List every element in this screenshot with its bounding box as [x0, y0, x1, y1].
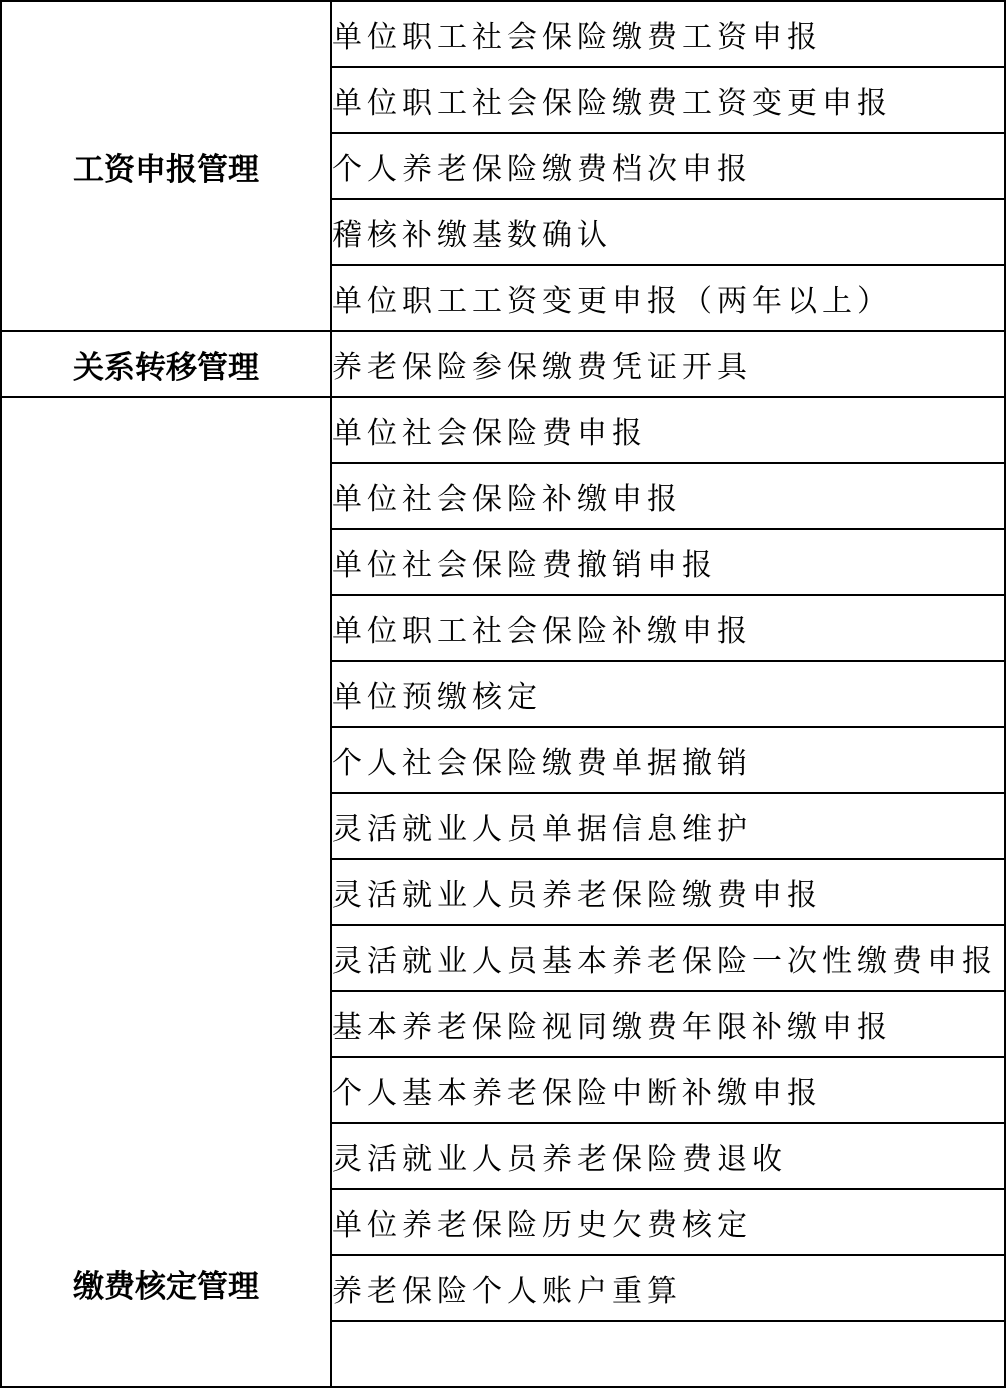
service-item-label: 单位职工工资变更申报（两年以上）	[332, 284, 892, 319]
table-row	[1, 331, 1005, 397]
service-item-label: 单位社会保险费撤销申报	[332, 548, 717, 583]
service-item[interactable]	[331, 793, 1005, 859]
service-item[interactable]	[331, 1321, 1005, 1387]
table-row	[1, 397, 1005, 463]
service-item-label: 灵活就业人员基本养老保险一次性缴费申报	[332, 944, 997, 979]
table-row	[1, 1, 1005, 67]
service-item[interactable]	[331, 661, 1005, 727]
service-item[interactable]	[331, 397, 1005, 463]
service-item[interactable]	[331, 133, 1005, 199]
service-item-label: 养老保险个人账户重算	[332, 1274, 682, 1309]
service-item-label: 基本养老保险视同缴费年限补缴申报	[332, 1010, 892, 1045]
category-cell: 工资申报管理	[1, 1, 331, 331]
service-item-label: 个人养老保险缴费档次申报	[332, 152, 752, 187]
category-cell: 缴费核定管理	[1, 397, 331, 1387]
service-item[interactable]	[331, 199, 1005, 265]
service-item[interactable]	[331, 463, 1005, 529]
service-item-label: 单位社会保险费申报	[332, 416, 647, 451]
service-item-label: 单位养老保险历史欠费核定	[332, 1208, 752, 1243]
service-item-label: 灵活就业人员养老保险缴费申报	[332, 878, 822, 913]
service-item-label: 单位职工社会保险补缴申报	[332, 614, 752, 649]
service-item[interactable]	[331, 1189, 1005, 1255]
service-item-label: 灵活就业人员单据信息维护	[332, 812, 752, 847]
service-item[interactable]	[331, 727, 1005, 793]
service-item[interactable]	[331, 529, 1005, 595]
service-item[interactable]	[331, 991, 1005, 1057]
service-item[interactable]	[331, 859, 1005, 925]
service-item-label: 养老保险参保缴费凭证开具	[332, 350, 752, 385]
service-item-label: 个人社会保险缴费单据撤销	[332, 746, 752, 781]
service-item[interactable]	[331, 1255, 1005, 1321]
service-item[interactable]	[331, 925, 1005, 991]
service-item-label: 单位职工社会保险缴费工资申报	[332, 20, 822, 55]
service-item[interactable]	[331, 1, 1005, 67]
category-cell: 关系转移管理	[1, 331, 331, 397]
service-item[interactable]	[331, 1057, 1005, 1123]
service-item-label: 个人基本养老保险中断补缴申报	[332, 1076, 822, 1111]
service-item[interactable]	[331, 265, 1005, 331]
service-item-label: 灵活就业人员养老保险费退收	[332, 1142, 787, 1177]
service-item[interactable]	[331, 595, 1005, 661]
service-item-label: 单位社会保险补缴申报	[332, 482, 682, 517]
service-item[interactable]	[331, 67, 1005, 133]
service-item-label: 单位预缴核定	[332, 680, 542, 715]
service-item[interactable]	[331, 1123, 1005, 1189]
service-item[interactable]	[331, 331, 1005, 397]
service-item-label: 单位职工社会保险缴费工资变更申报	[332, 86, 892, 121]
service-item-label: 稽核补缴基数确认	[332, 218, 612, 253]
